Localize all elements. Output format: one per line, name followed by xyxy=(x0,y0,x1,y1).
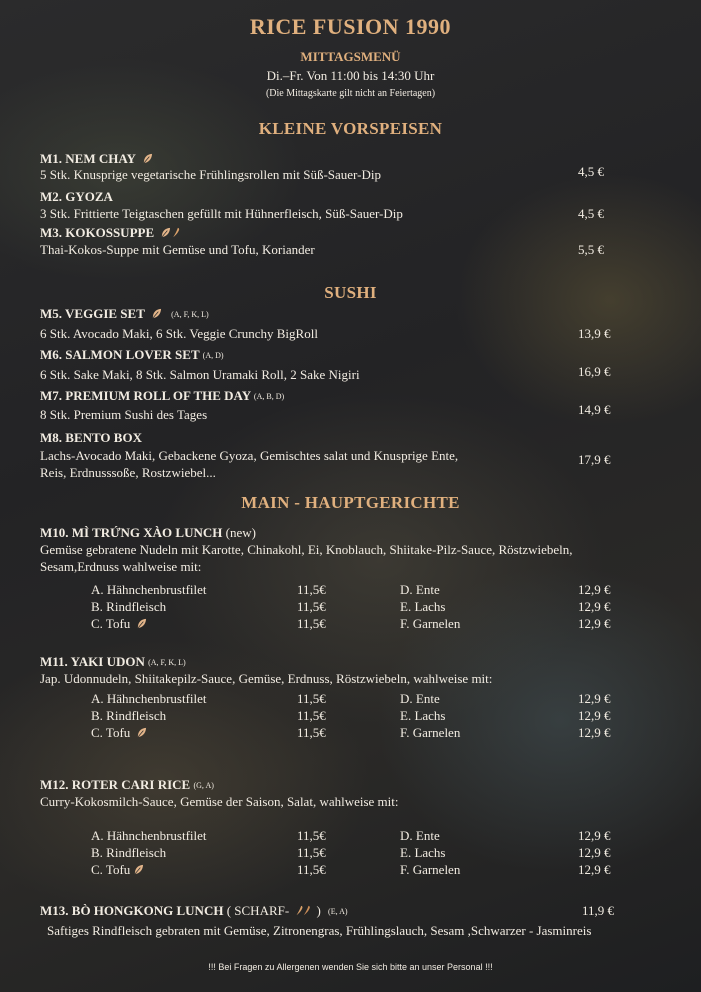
option-label: F. Garnelen xyxy=(400,616,461,631)
leaf-icon xyxy=(160,227,171,238)
option-label: F. Garnelen xyxy=(400,725,461,740)
option-price: 11,5€ xyxy=(297,828,326,843)
menu-subtitle: MITTAGSMENÜ xyxy=(300,49,401,64)
option-label: A. Hähnchenbrustfilet xyxy=(91,582,207,597)
section-heading-starters: KLEINE VORSPEISEN xyxy=(258,119,443,138)
option-price: 11,5€ xyxy=(297,725,326,740)
option-price: 11,5€ xyxy=(297,691,326,706)
allergen-footer-note: !!! Bei Fragen zu Allergenen wenden Sie sich bitte an unser Personal !!! xyxy=(208,962,493,972)
leaf-icon xyxy=(136,727,147,738)
option-label: E. Lachs xyxy=(400,708,446,723)
dish-desc-m5: 6 Stk. Avocado Maki, 6 Stk. Veggie Crunchy BigRoll xyxy=(40,326,318,341)
option-price: 12,9 € xyxy=(578,599,611,614)
option-price: 11,5€ xyxy=(297,616,326,631)
dish-desc-m3: Thai-Kokos-Suppe mit Gemüse und Tofu, Koriander xyxy=(40,242,315,257)
option-label: D. Ente xyxy=(400,828,440,843)
option-label: E. Lachs xyxy=(400,845,446,860)
option-label: B. Rindfleisch xyxy=(91,845,167,860)
dish-name-m1: M1. NEM CHAY xyxy=(40,151,153,167)
dish-price-m3: 5,5 € xyxy=(578,242,604,257)
option-price: 12,9 € xyxy=(578,862,611,877)
dish-desc-m12: Curry-Kokosmilch-Sauce, Gemüse der Saison, Salat, wahlweise mit: xyxy=(40,794,399,809)
option-price: 11,5€ xyxy=(297,582,326,597)
dish-price-m1: 4,5 € xyxy=(578,164,604,179)
dish-desc-m8-line2: Reis, Erdnusssoße, Rostzwiebel... xyxy=(40,465,216,480)
section-heading-main: MAIN - HAUPTGERICHTE xyxy=(241,493,460,512)
option-label: B. Rindfleisch xyxy=(91,599,167,614)
chili-icon xyxy=(171,227,181,238)
dish-desc-m2: 3 Stk. Frittierte Teigtaschen gefüllt mit Hühnerfleisch, Süß-Sauer-Dip xyxy=(40,206,403,221)
option-price: 12,9 € xyxy=(578,616,611,631)
option-label: A. Hähnchenbrustfilet xyxy=(91,828,207,843)
leaf-icon xyxy=(151,308,162,319)
dish-desc-m8-line1: Lachs-Avocado Maki, Gebackene Gyoza, Gemischtes salat und Knusprige Ente, xyxy=(40,448,459,463)
leaf-icon xyxy=(142,153,153,164)
allergen-codes: (G, A) xyxy=(193,781,214,790)
dish-desc-m10-line2: Sesam,Erdnuss wahlweise mit: xyxy=(40,559,202,574)
opening-hours: Di.–Fr. Von 11:00 bis 14:30 Uhr xyxy=(266,68,435,83)
option-price: 12,9 € xyxy=(578,691,611,706)
option-label: E. Lachs xyxy=(400,599,446,614)
option-price: 11,5€ xyxy=(297,845,326,860)
new-label: (new) xyxy=(225,525,256,540)
option-price: 12,9 € xyxy=(578,845,611,860)
dish-desc-m1: 5 Stk. Knusprige vegetarische Frühlingsrollen mit Süß-Sauer-Dip xyxy=(40,167,381,182)
option-label: C. Tofu xyxy=(91,862,144,878)
allergen-codes: (A, D) xyxy=(202,351,224,360)
allergen-codes: (A, F, K, L) xyxy=(148,658,186,667)
dish-name-m13: M13. BÒ HONGKONG LUNCH ( SCHARF- ) (E, A) xyxy=(40,903,348,918)
section-heading-sushi: SUSHI xyxy=(324,283,377,302)
allergen-codes: (A, F, K, L) xyxy=(171,310,209,319)
dish-price-m13: 11,9 € xyxy=(582,903,615,918)
dish-name-m5: M5. VEGGIE SET (A, F, K, L) xyxy=(40,306,209,321)
dish-name-m12: M12. ROTER CARI RICE (G, A) xyxy=(40,777,214,792)
dish-name-m2: M2. GYOZA xyxy=(40,189,113,204)
option-label: B. Rindfleisch xyxy=(91,708,167,723)
option-price: 11,5€ xyxy=(297,708,326,723)
dish-name-m11: M11. YAKI UDON (A, F, K, L) xyxy=(40,654,186,669)
option-price: 12,9 € xyxy=(578,725,611,740)
dish-price-m7: 14,9 € xyxy=(578,402,611,417)
dish-name-m6: M6. SALMON LOVER SET (A, D) xyxy=(40,347,224,362)
chili-icon xyxy=(293,905,313,916)
dish-desc-m10-line1: Gemüse gebratene Nudeln mit Karotte, Chinakohl, Ei, Knoblauch, Shiitake-Pilz-Sauce, Röstzwiebeln, xyxy=(40,542,573,557)
dish-name-m10: M10. MÌ TRỨNG XÀO LUNCH (new) xyxy=(40,525,256,540)
option-price: 11,5€ xyxy=(297,599,326,614)
option-label: D. Ente xyxy=(400,691,440,706)
dish-desc-m13: Saftiges Rindfleisch gebraten mit Gemüse, Zitronengras, Frühlingslauch, Sesam ,Schwarzer - Jasminreis xyxy=(47,923,592,938)
dish-name-m8: M8. BENTO BOX xyxy=(40,430,142,445)
option-label: C. Tofu xyxy=(91,725,147,741)
dish-price-m5: 13,9 € xyxy=(578,326,611,341)
option-label: C. Tofu xyxy=(91,616,147,632)
dish-price-m2: 4,5 € xyxy=(578,206,604,221)
option-label: F. Garnelen xyxy=(400,862,461,877)
allergen-codes: (E, A) xyxy=(328,907,348,916)
restaurant-title: RICE FUSION 1990 xyxy=(249,14,452,39)
option-price: 12,9 € xyxy=(578,582,611,597)
leaf-icon xyxy=(136,618,147,629)
dish-name-m3: M3. KOKOSSUPPE xyxy=(40,225,181,241)
option-price: 11,5€ xyxy=(297,862,326,877)
allergen-codes: (A, B, D) xyxy=(253,392,285,401)
dish-desc-m7: 8 Stk. Premium Sushi des Tages xyxy=(40,407,208,422)
leaf-icon xyxy=(133,864,144,875)
dish-desc-m6: 6 Stk. Sake Maki, 8 Stk. Salmon Uramaki Roll, 2 Sake Nigiri xyxy=(40,367,360,382)
option-label: A. Hähnchenbrustfilet xyxy=(91,691,207,706)
dish-price-m8: 17,9 € xyxy=(578,452,611,467)
holiday-note: (Die Mittagskarte gilt nicht an Feiertagen) xyxy=(265,88,436,99)
dish-desc-m11: Jap. Udonnudeln, Shiitakepilz-Sauce, Gemüse, Erdnuss, Röstzwiebeln, wahlweise mit: xyxy=(40,671,493,686)
option-price: 12,9 € xyxy=(578,708,611,723)
spicy-label: ( SCHARF- xyxy=(226,903,290,918)
dish-price-m6: 16,9 € xyxy=(578,364,611,379)
dish-name-m7: M7. PREMIUM ROLL OF THE DAY (A, B, D) xyxy=(40,388,285,403)
option-price: 12,9 € xyxy=(578,828,611,843)
option-label: D. Ente xyxy=(400,582,440,597)
